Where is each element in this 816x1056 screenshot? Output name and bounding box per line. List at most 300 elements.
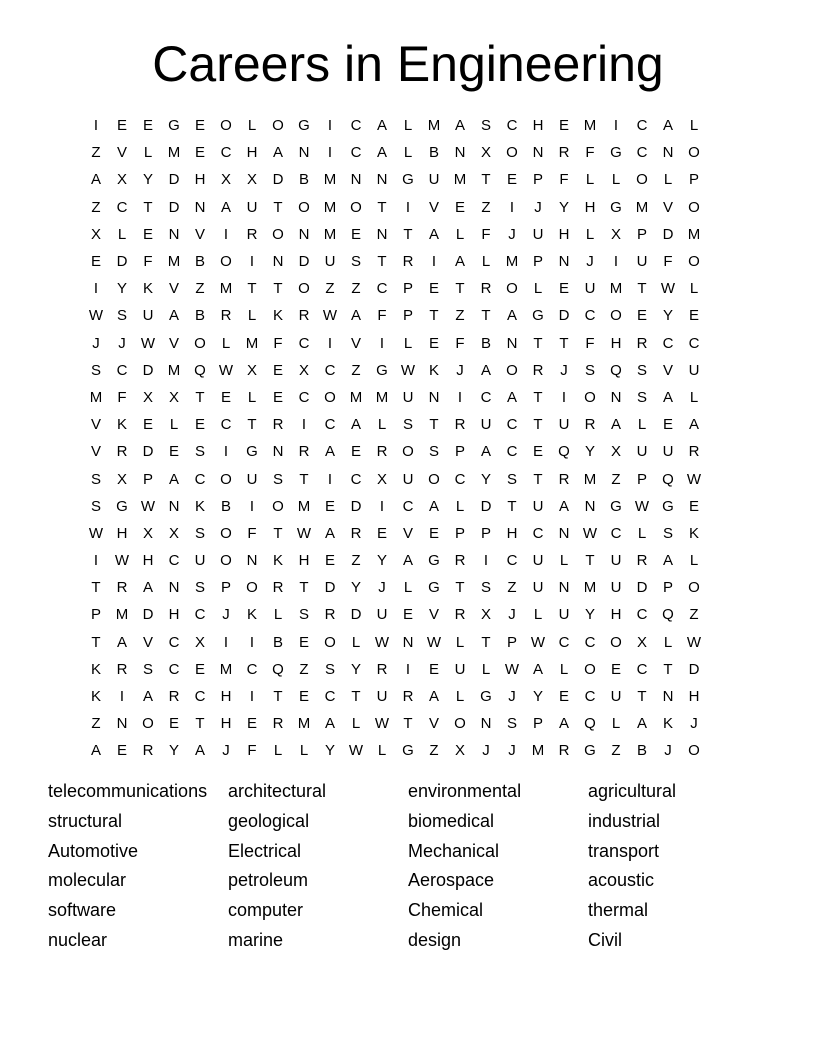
grid-letter: E	[688, 497, 699, 515]
grid-letter: L	[585, 171, 595, 189]
grid-letter: A	[558, 497, 569, 515]
grid-letter: N	[298, 144, 310, 162]
grid-letter: R	[402, 688, 414, 706]
grid-letter: J	[456, 361, 464, 379]
grid-letter: A	[428, 225, 439, 243]
grid-row	[83, 710, 733, 737]
grid-letter: C	[584, 688, 596, 706]
grid-letter: A	[506, 388, 517, 406]
grid-letter: O	[298, 280, 310, 298]
grid-letter: O	[194, 334, 206, 352]
grid-letter: O	[350, 198, 362, 216]
grid-letter: N	[272, 443, 284, 461]
grid-letter: Z	[351, 552, 361, 570]
grid-letter: J	[222, 606, 230, 624]
grid-letter: A	[324, 715, 335, 733]
grid-letter: G	[246, 443, 258, 461]
word-list-item: structural	[48, 810, 123, 831]
grid-letter: C	[298, 334, 310, 352]
grid-letter: L	[299, 742, 309, 760]
grid-letter: E	[116, 742, 127, 760]
grid-letter: O	[688, 742, 700, 760]
grid-letter: S	[480, 579, 491, 597]
grid-letter: M	[349, 388, 363, 406]
grid-letter: O	[298, 198, 310, 216]
grid-letter: H	[532, 117, 544, 135]
grid-letter: I	[327, 470, 333, 488]
grid-row	[83, 112, 733, 139]
grid-letter: E	[324, 497, 335, 515]
grid-letter: M	[505, 253, 519, 271]
grid-letter: J	[508, 688, 516, 706]
grid-letter: Y	[584, 443, 595, 461]
grid-letter: L	[637, 416, 647, 434]
grid-letter: V	[168, 334, 179, 352]
grid-letter: Y	[116, 280, 127, 298]
grid-letter: F	[377, 307, 387, 325]
grid-letter: A	[116, 633, 127, 651]
grid-letter: E	[194, 660, 205, 678]
grid-letter: M	[323, 171, 337, 189]
grid-letter: H	[220, 688, 232, 706]
grid-letter: Z	[455, 307, 465, 325]
grid-letter: A	[480, 361, 491, 379]
grid-letter: E	[610, 660, 621, 678]
grid-letter: E	[402, 606, 413, 624]
grid-letter: Q	[662, 470, 674, 488]
grid-letter: N	[662, 688, 674, 706]
grid-letter: O	[506, 144, 518, 162]
grid-letter: C	[506, 416, 518, 434]
grid-row	[83, 438, 733, 465]
grid-letter: K	[272, 307, 283, 325]
grid-letter: U	[194, 552, 206, 570]
grid-letter: S	[662, 524, 673, 542]
grid-letter: D	[168, 171, 180, 189]
grid-letter: W	[140, 497, 156, 515]
word-list-item: architectural	[228, 781, 327, 801]
grid-letter: M	[427, 117, 441, 135]
grid-letter: H	[558, 225, 570, 243]
grid-letter: A	[662, 388, 673, 406]
grid-letter: X	[90, 225, 101, 243]
grid-letter: U	[376, 688, 388, 706]
grid-letter: G	[532, 307, 544, 325]
grid-letter: M	[297, 715, 311, 733]
grid-letter: E	[220, 388, 231, 406]
grid-letter: U	[610, 579, 622, 597]
grid-letter: X	[116, 470, 127, 488]
grid-letter: R	[584, 416, 596, 434]
grid-letter: C	[376, 280, 388, 298]
grid-letter: G	[168, 117, 180, 135]
grid-letter: H	[610, 334, 622, 352]
grid-letter: R	[324, 606, 336, 624]
grid-letter: E	[272, 388, 283, 406]
grid-letter: X	[298, 361, 309, 379]
grid-letter: A	[350, 416, 361, 434]
grid-letter: G	[402, 171, 414, 189]
grid-letter: P	[532, 253, 543, 271]
grid-letter: T	[351, 688, 361, 706]
grid-letter: I	[327, 144, 333, 162]
grid-letter: Z	[91, 198, 101, 216]
grid-letter: C	[610, 524, 622, 542]
grid-letter: V	[116, 144, 127, 162]
grid-letter: L	[403, 144, 413, 162]
grid-letter: N	[558, 253, 570, 271]
grid-letter: U	[454, 660, 466, 678]
grid-letter: G	[584, 742, 596, 760]
grid-letter: C	[662, 334, 674, 352]
grid-letter: F	[585, 144, 595, 162]
grid-letter: I	[93, 552, 99, 570]
grid-letter: E	[558, 280, 569, 298]
grid-letter: R	[298, 307, 310, 325]
grid-letter: N	[272, 253, 284, 271]
grid-letter: C	[584, 633, 596, 651]
grid-letter: C	[506, 117, 518, 135]
grid-letter: S	[506, 470, 517, 488]
word-list-item: nuclear	[48, 929, 108, 950]
grid-letter: B	[272, 633, 283, 651]
grid-row	[83, 248, 733, 275]
grid-letter: E	[532, 443, 543, 461]
grid-letter: G	[298, 117, 310, 135]
grid-letter: C	[688, 334, 700, 352]
grid-letter: T	[91, 579, 101, 597]
grid-letter: R	[454, 416, 466, 434]
grid-letter: L	[689, 552, 699, 570]
grid-letter: U	[480, 416, 492, 434]
grid-letter: A	[662, 552, 673, 570]
grid-letter: X	[246, 361, 257, 379]
grid-letter: R	[558, 144, 570, 162]
grid-letter: L	[611, 171, 621, 189]
grid-letter: X	[168, 524, 179, 542]
grid-letter: J	[92, 334, 100, 352]
grid-letter: P	[506, 633, 517, 651]
grid-letter: L	[221, 334, 231, 352]
word-list-item: telecommunications	[48, 781, 208, 801]
grid-letter: U	[558, 416, 570, 434]
grid-letter: H	[168, 606, 180, 624]
grid-letter: N	[168, 579, 180, 597]
grid-letter: E	[688, 307, 699, 325]
grid-letter: R	[116, 660, 128, 678]
grid-letter: Y	[168, 742, 179, 760]
grid-letter: D	[688, 660, 700, 678]
grid-letter: E	[272, 361, 283, 379]
grid-letter: C	[506, 443, 518, 461]
grid-letter: M	[687, 225, 701, 243]
grid-letter: O	[402, 443, 414, 461]
grid-letter: C	[220, 144, 232, 162]
grid-letter: P	[90, 606, 101, 624]
grid-letter: T	[637, 688, 647, 706]
grid-letter: T	[429, 416, 439, 434]
grid-letter: Y	[324, 742, 335, 760]
grid-letter: U	[532, 225, 544, 243]
grid-letter: J	[508, 742, 516, 760]
grid-letter: C	[584, 307, 596, 325]
grid-letter: J	[534, 198, 542, 216]
grid-letter: H	[194, 171, 206, 189]
grid-letter: K	[116, 416, 127, 434]
grid-letter: L	[247, 388, 257, 406]
grid-letter: A	[324, 524, 335, 542]
grid-letter: A	[558, 715, 569, 733]
grid-letter: M	[323, 225, 337, 243]
grid-letter: J	[378, 579, 386, 597]
grid-letter: E	[142, 117, 153, 135]
grid-letter: U	[402, 470, 414, 488]
grid-letter: Q	[584, 715, 596, 733]
grid-letter: L	[689, 280, 699, 298]
grid-letter: A	[662, 117, 673, 135]
grid-letter: S	[480, 117, 491, 135]
grid-letter: L	[351, 633, 361, 651]
grid-letter: U	[662, 443, 674, 461]
grid-letter: F	[273, 334, 283, 352]
grid-letter: T	[299, 579, 309, 597]
grid-letter: L	[455, 497, 465, 515]
grid-letter: M	[583, 117, 597, 135]
grid-letter: R	[402, 253, 414, 271]
grid-letter: N	[558, 579, 570, 597]
grid-letter: Q	[272, 660, 284, 678]
grid-letter: E	[506, 171, 517, 189]
grid-letter: T	[455, 579, 465, 597]
grid-letter: I	[119, 688, 125, 706]
grid-letter: B	[194, 307, 205, 325]
grid-letter: R	[558, 742, 570, 760]
grid-letter: N	[454, 144, 466, 162]
grid-letter: C	[350, 470, 362, 488]
grid-letter: T	[455, 280, 465, 298]
grid-letter: U	[688, 361, 700, 379]
grid-letter: G	[610, 497, 622, 515]
grid-letter: S	[116, 307, 127, 325]
grid-letter: Y	[350, 579, 361, 597]
grid-letter: G	[428, 579, 440, 597]
grid-letter: V	[90, 416, 101, 434]
grid-letter: J	[560, 361, 568, 379]
grid-letter: U	[376, 606, 388, 624]
grid-letter: B	[480, 334, 491, 352]
grid-letter: X	[454, 742, 465, 760]
word-list-item: Aerospace	[408, 870, 495, 891]
grid-letter: T	[247, 416, 257, 434]
word-list-item: molecular	[48, 870, 127, 891]
grid-letter: A	[90, 171, 101, 189]
grid-letter: N	[298, 225, 310, 243]
grid-letter: X	[168, 388, 179, 406]
grid-letter: F	[247, 742, 257, 760]
grid-letter: A	[324, 443, 335, 461]
grid-letter: J	[664, 742, 672, 760]
grid-letter: U	[584, 280, 596, 298]
grid-letter: T	[299, 470, 309, 488]
grid-letter: C	[194, 470, 206, 488]
grid-letter: L	[143, 144, 153, 162]
grid-letter: N	[350, 171, 362, 189]
grid-letter: S	[142, 660, 153, 678]
grid-letter: T	[377, 198, 387, 216]
grid-letter: D	[142, 606, 154, 624]
grid-letter: T	[481, 307, 491, 325]
grid-letter: O	[272, 497, 284, 515]
grid-letter: N	[168, 497, 180, 515]
grid-letter: X	[610, 225, 621, 243]
grid-letter: S	[506, 715, 517, 733]
grid-letter: L	[481, 253, 491, 271]
grid-letter: T	[429, 307, 439, 325]
grid-letter: Z	[351, 361, 361, 379]
grid-letter: P	[532, 171, 543, 189]
grid-letter: H	[116, 524, 128, 542]
grid-letter: A	[428, 497, 439, 515]
grid-letter: A	[402, 552, 413, 570]
word-list-item: Electrical	[228, 840, 302, 861]
grid-letter: G	[116, 497, 128, 515]
grid-letter: V	[428, 715, 439, 733]
grid-letter: E	[168, 443, 179, 461]
grid-letter: W	[114, 552, 130, 570]
grid-letter: E	[90, 253, 101, 271]
grid-letter: O	[688, 253, 700, 271]
word-list-item: design	[408, 929, 462, 950]
grid-letter: Z	[689, 606, 699, 624]
grid-letter: C	[636, 117, 648, 135]
grid-letter: Y	[350, 660, 361, 678]
grid-letter: L	[377, 416, 387, 434]
grid-letter: T	[91, 633, 101, 651]
grid-letter: V	[662, 198, 673, 216]
grid-letter: L	[247, 117, 257, 135]
grid-letter: C	[636, 144, 648, 162]
grid-letter: X	[376, 470, 387, 488]
grid-letter: Q	[558, 443, 570, 461]
grid-letter: L	[377, 742, 387, 760]
grid-letter: M	[609, 280, 623, 298]
grid-letter: W	[660, 280, 676, 298]
grid-letter: R	[246, 225, 258, 243]
grid-row	[83, 139, 733, 166]
grid-letter: F	[455, 334, 465, 352]
grid-letter: C	[298, 388, 310, 406]
grid-letter: U	[532, 552, 544, 570]
grid-letter: N	[558, 524, 570, 542]
grid-letter: S	[298, 606, 309, 624]
grid-letter: X	[142, 388, 153, 406]
grid-letter: C	[636, 660, 648, 678]
grid-letter: E	[324, 552, 335, 570]
grid-row	[83, 737, 733, 764]
grid-letter: S	[636, 388, 647, 406]
grid-letter: O	[506, 361, 518, 379]
grid-letter: T	[143, 198, 153, 216]
grid-letter: W	[582, 524, 598, 542]
grid-letter: S	[90, 361, 101, 379]
grid-letter: A	[168, 307, 179, 325]
grid-letter: R	[376, 660, 388, 678]
grid-row	[83, 357, 733, 384]
grid-letter: Z	[91, 715, 101, 733]
grid-letter: C	[194, 606, 206, 624]
grid-letter: A	[454, 253, 465, 271]
grid-letter: X	[480, 606, 491, 624]
grid-letter: M	[583, 579, 597, 597]
grid-letter: R	[688, 443, 700, 461]
grid-letter: L	[455, 225, 465, 243]
grid-letter: O	[688, 579, 700, 597]
grid-letter: E	[662, 416, 673, 434]
grid-letter: R	[376, 443, 388, 461]
grid-letter: K	[90, 660, 101, 678]
grid-letter: C	[168, 660, 180, 678]
grid-letter: P	[688, 171, 699, 189]
grid-letter: S	[636, 361, 647, 379]
grid-letter: A	[454, 117, 465, 135]
grid-letter: N	[480, 715, 492, 733]
grid-letter: R	[298, 443, 310, 461]
grid-letter: L	[403, 117, 413, 135]
grid-letter: T	[403, 715, 413, 733]
grid-letter: Z	[195, 280, 205, 298]
grid-letter: V	[350, 334, 361, 352]
grid-letter: O	[220, 470, 232, 488]
grid-letter: D	[142, 361, 154, 379]
grid-letter: X	[480, 144, 491, 162]
grid-letter: L	[585, 225, 595, 243]
grid-letter: W	[296, 524, 312, 542]
word-list-item: industrial	[588, 810, 661, 831]
grid-letter: R	[480, 280, 492, 298]
grid-letter: C	[558, 633, 570, 651]
grid-letter: A	[350, 307, 361, 325]
grid-row	[83, 221, 733, 248]
grid-letter: H	[506, 524, 518, 542]
grid-letter: O	[610, 307, 622, 325]
grid-letter: Q	[662, 606, 674, 624]
grid-letter: U	[324, 253, 336, 271]
grid-letter: A	[142, 688, 153, 706]
grid-letter: W	[504, 660, 520, 678]
grid-letter: D	[298, 253, 310, 271]
grid-letter: S	[350, 253, 361, 271]
grid-letter: F	[585, 334, 595, 352]
grid-letter: K	[142, 280, 153, 298]
grid-letter: N	[376, 225, 388, 243]
grid-letter: C	[350, 144, 362, 162]
grid-letter: V	[402, 524, 413, 542]
grid-letter: O	[142, 715, 154, 733]
grid-letter: L	[663, 633, 673, 651]
grid-letter: W	[88, 524, 104, 542]
grid-letter: P	[532, 715, 543, 733]
grid-letter: U	[558, 606, 570, 624]
grid-letter: A	[376, 117, 387, 135]
grid-letter: L	[455, 633, 465, 651]
grid-letter: C	[116, 198, 128, 216]
grid-letter: L	[559, 660, 569, 678]
grid-letter: I	[93, 117, 99, 135]
grid-letter: Z	[507, 579, 517, 597]
grid-letter: V	[662, 361, 673, 379]
grid-letter: V	[142, 633, 153, 651]
grid-row	[83, 275, 733, 302]
